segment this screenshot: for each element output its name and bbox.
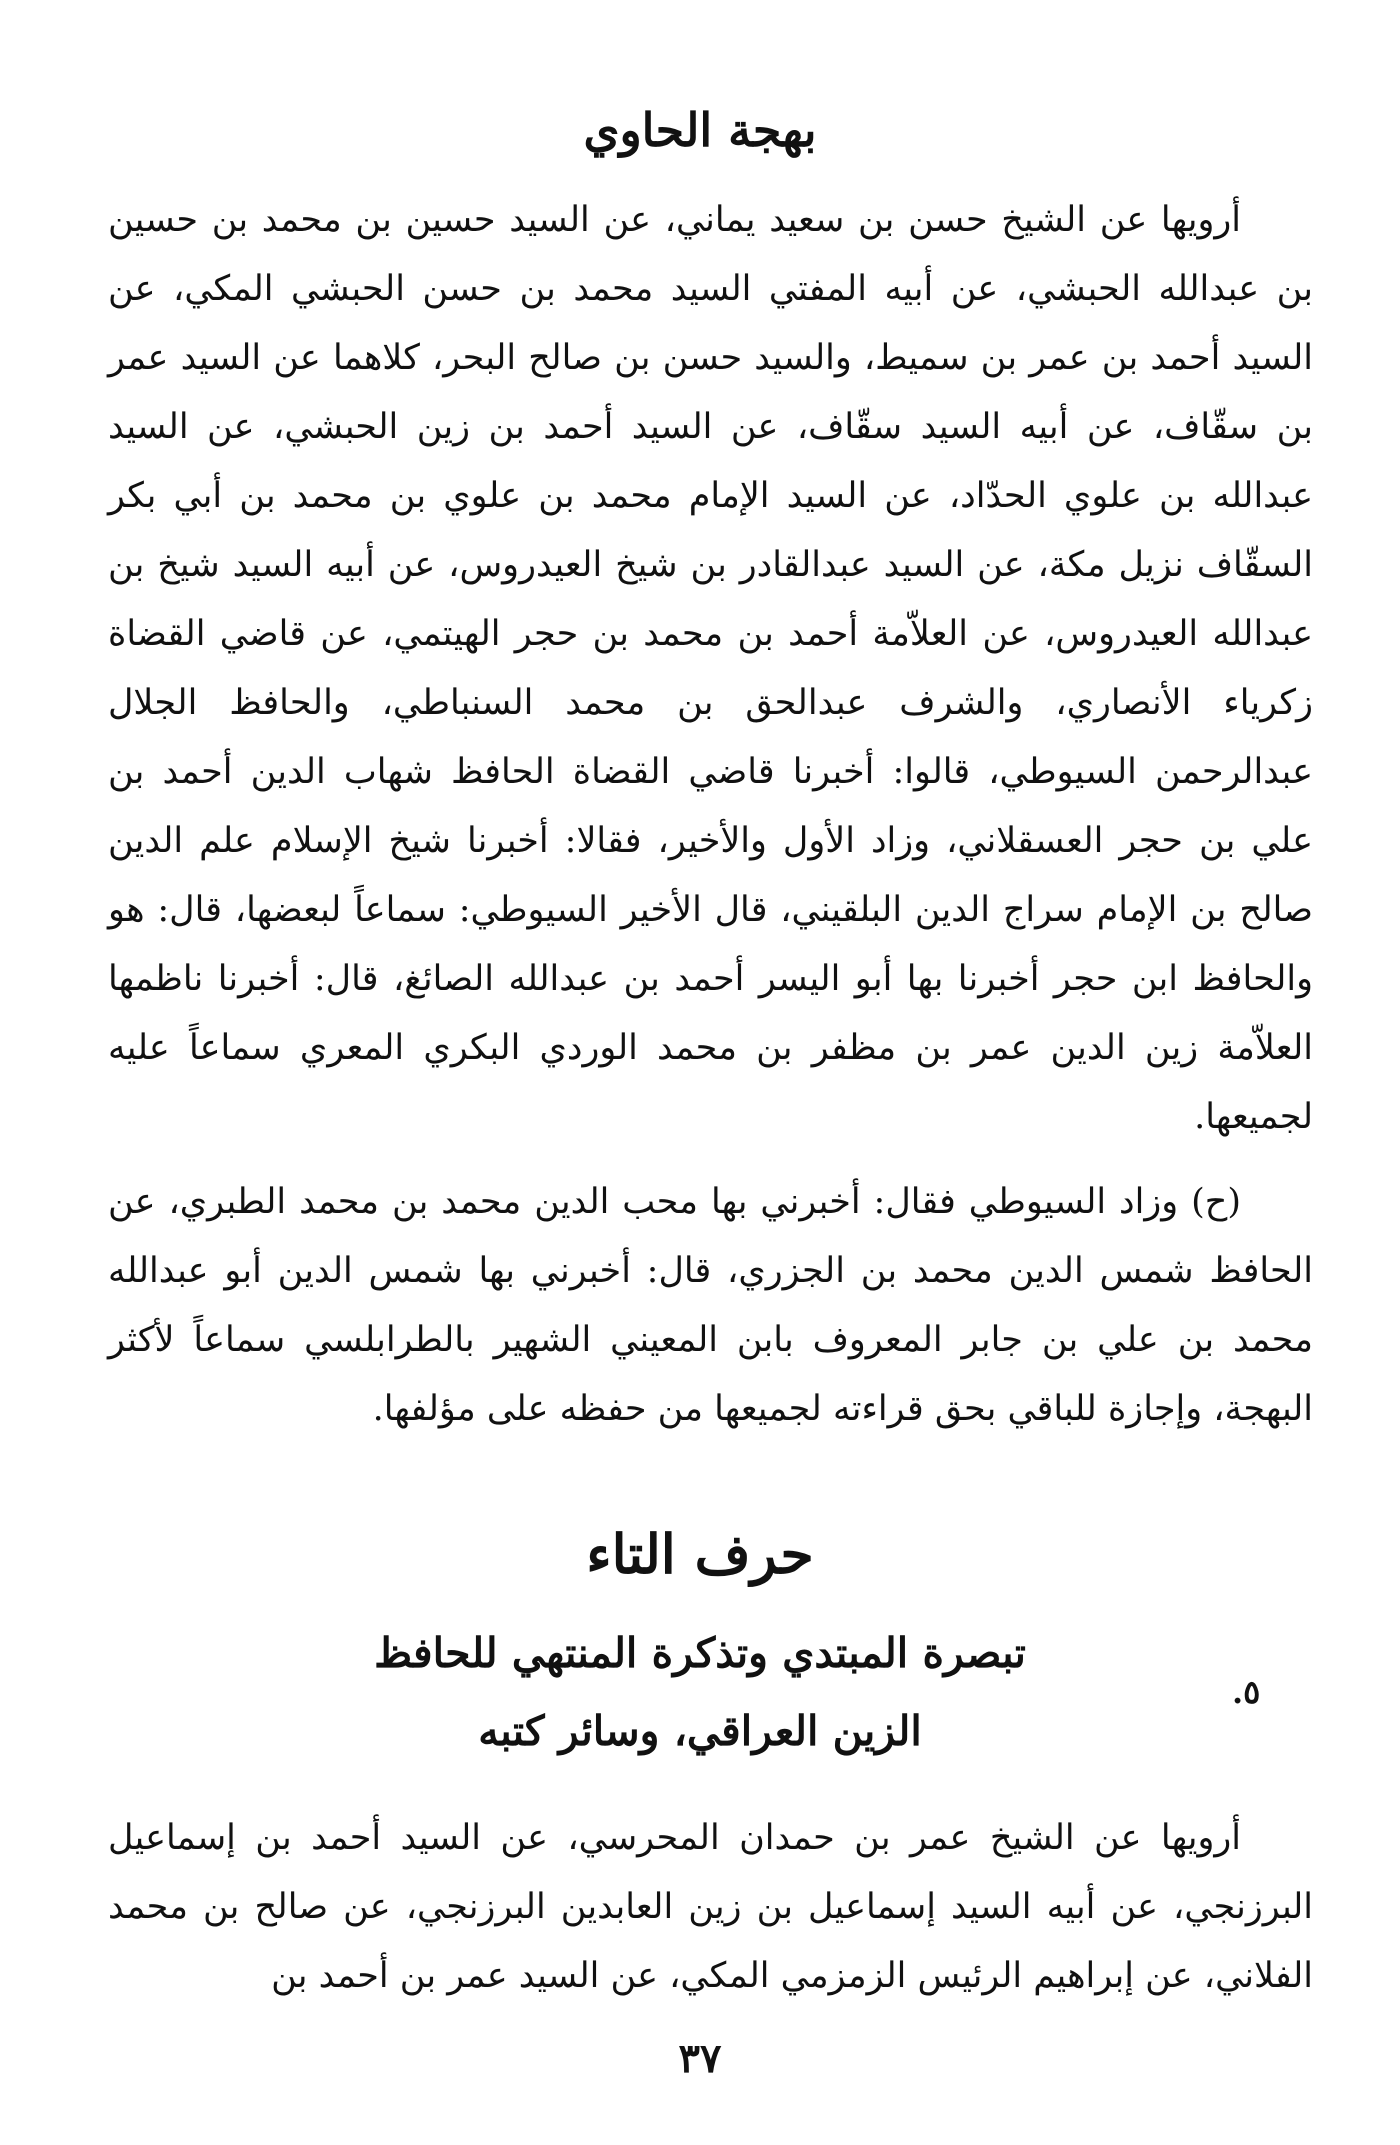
chapter-title: حرف التاء — [586, 1522, 814, 1586]
section-heading — [300, 1614, 1100, 1770]
page-number: ٣٧ — [678, 2035, 722, 2082]
paragraph-text: أرويها عن الشيخ حسن بن سعيد يماني، عن السيد حسين بن محمد بن حسين بن عبدالله الحبشي، عن أبيه المفتي السيد محمد بن حسن الحبشي المكي، عن السيد أحمد بن عمر بن سميط، والسيد حسن بن صالح البحر، كلاهما عن السيد عمر بن سقّاف، عن أبيه السيد سقّاف، عن السيد أحمد بن زين الحبشي، عن السيد عبدالله بن علوي الحدّاد، عن السيد الإمام محمد بن علوي بن محمد بن أبي بكر السقّاف نزيل مكة، عن السيد عبدالقادر بن شيخ العيدروس، عن أبيه السيد شيخ بن عبدالله العيدروس، عن العلاّمة أحمد بن محمد بن حجر الهيتمي، عن قاضي القضاة زكرياء الأنصاري، والشرف عبدالحق بن محمد السنباطي، والحافظ الجلال عبدالرحمن السيوطي، قالوا: أخبرنا قاضي القضاة الحافظ شهاب الدين أحمد بن علي بن حجر العسقلاني، وزاد الأول والأخير، فقالا: أخبرنا شيخ الإسلام علم الدين صالح بن الإمام سراج الدين البلقيني، قال الأخير السيوطي: سماعاً لبعضها، قال: هو والحافظ ابن حجر أخبرنا بها أبو اليسر أحمد بن عبدالله الصائغ، قال: أخبرنا ناظمها العلاّمة زين الدين عمر بن مظفر بن محمد الوردي البكري المعري سماعاً عليه لجميعها. — [108, 200, 1313, 1137]
body-paragraph — [108, 1804, 1313, 2011]
entry-number-marker: ٥. — [1232, 1673, 1261, 1711]
section-heading-line: الزين العراقي، وسائر كتبه — [478, 1707, 922, 1755]
section-heading-line: تبصرة المبتدي وتذكرة المنتهي للحافظ — [374, 1629, 1026, 1677]
body-paragraph — [108, 1168, 1313, 1444]
paragraph-text: (ح) وزاد السيوطي فقال: أخبرني بها محب الدين محمد بن محمد الطبري، عن الحافظ شمس الدين محمد بن الجزري، قال: أخبرني بها شمس الدين أبو عبدالله محمد بن علي بن جابر المعروف بابن المعيني الشهير بالطرابلسي سماعاً لأكثر البهجة، وإجازة للباقي بحق قراءته لجميعها من حفظه على مؤلفها. — [108, 1182, 1313, 1429]
body-paragraph — [108, 186, 1313, 1152]
paragraph-text: أرويها عن الشيخ عمر بن حمدان المحرسي، عن السيد أحمد بن إسماعيل البرزنجي، عن أبيه السيد إسماعيل بن زين العابدين البرزنجي، عن صالح بن محمد الفلاني، عن إبراهيم الرئيس الزمزمي المكي، عن السيد عمر بن أحمد بن — [108, 1818, 1313, 1996]
running-header-title: بهجة الحاوي — [583, 103, 817, 157]
